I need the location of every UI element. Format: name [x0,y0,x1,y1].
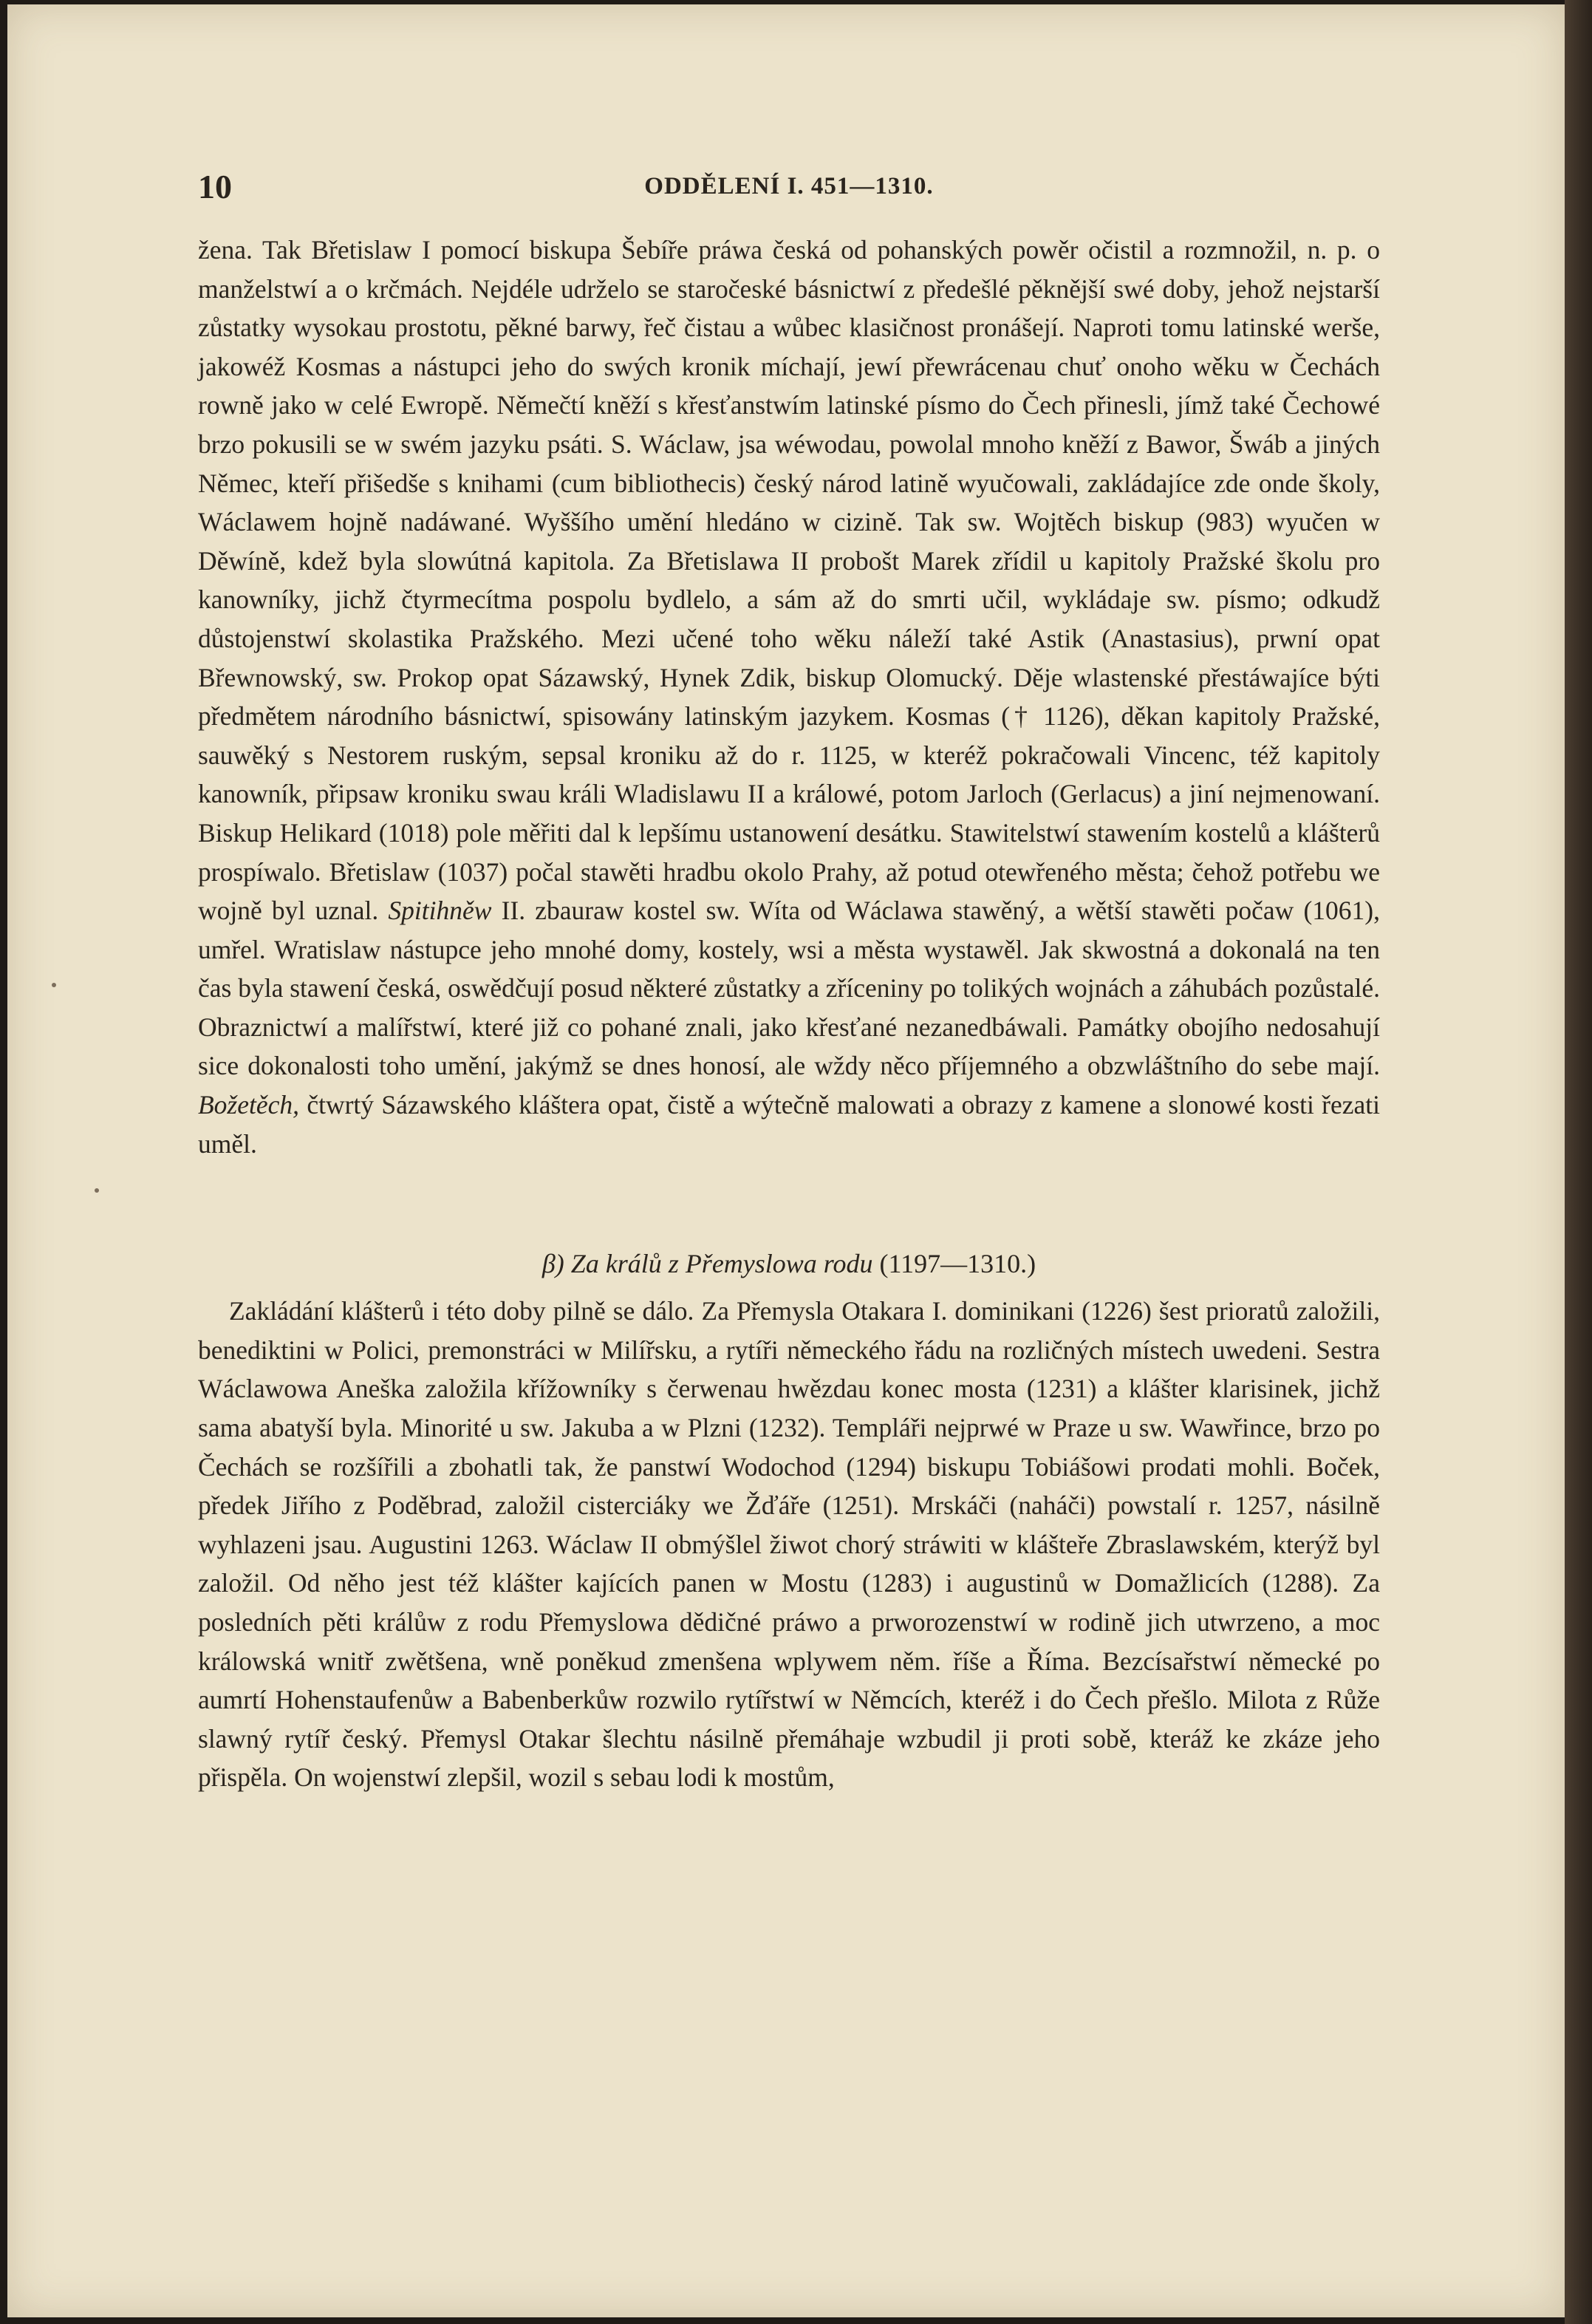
paper-speck [95,1188,99,1193]
paragraph-text: II. zbauraw kostel sw. Wíta od Wáclawa stawěný, a wětší stawěti počaw (1061), umřel. Wratislaw nástupce jeho mnohé domy, kostely, wsi a města wystawěl. Jak skwostná a dokonalá na ten čas byla stawení česká, oswědčují posud některé zůstatky a zříceniny po tolikých wojnách a záhubách pozůstalé. Obraznictwí a malířstwí, které již co pohané znali, jako křesťané nezanedbáwali. Památky obojího nedosahují sice dokonalosti toho umění, jakýmž se dnes honosí, ale wždy něco příjemného a obzwláštního do sebe mají. [198,896,1380,1081]
book-gutter [1565,0,1592,2324]
subsection-heading [198,1244,1380,1283]
paper-speck [52,983,56,987]
subsection-dates: (1197—1310.) [879,1249,1036,1279]
paragraph-text: čtwrtý Sázawského kláštera opat, čistě a wýtečně malowati a obrazy z kamene a slonowé kosti řezati uměl. [198,1090,1380,1159]
section-title: ODDĚLENÍ I. 451—1310. [644,173,934,200]
italic-name: Spitihněw [388,896,492,926]
page-number: 10 [198,168,232,205]
body-paragraph [198,231,1380,1163]
italic-name: Božetěch, [198,1090,300,1120]
page-content [198,167,1380,1797]
body-paragraph [198,1292,1380,1797]
subsection-title: β) Za králů z Přemyslowa rodu [542,1249,873,1279]
running-head [198,167,1380,211]
paragraph-text: Zakládání klášterů i této doby pilně se dálo. Za Přemysla Otakara I. dominikani (1226) šest prioratů založili, benediktini w Polici, premonstráci w Milířsku, a rytíři německého řádu na rozličných místech uwedeni. Sestra Wáclawowa Aneška založila křížowníky s čerwenau hwězdau konec mosta (1231) a klášter klarisinek, jichž sama abatyší byla. Minorité u sw. Jakuba a w Plzni (1232). Templáři nejprwé w Praze u sw. Wawřince, brzo po Čechách se rozšířili a zbohatli tak, že panstwí Wodochod (1294) biskupu Tobiášowi prodati mohli. Boček, předek Jiřího z Poděbrad, založil cisterciáky we Žďáře (1251). Mrskáči (naháči) powstalí r. 1257, násilně wyhlazeni jsau. Augustini 1263. Wáclaw II obmýšlel žiwot chorý stráwiti w klášteře Zbraslawském, kterýž byl založil. Od něho jest též klášter kajících panen w Mostu (1283) i augustinů w Domažlicích (1288). Za posledních pěti králůw z rodu Přemyslowa dědičné práwo a prworozenstwí w rodině jich utwrzeno, a moc králowská wnitř zwětšena, wně poněkud zmenšena wplywem něm. říše a Říma. Bezcísařstwí německé po aumrtí Hohenstaufenůw a Babenberkůw rozwilo rytířstwí w Němcích, kteréž i do Čech přešlo. Milota z Růže slawný rytíř český. Přemysl Otakar šlechtu násilně přemáhaje wzbudil ji proti sobě, kteráž ke zkáze jeho přispěla. On wojenstwí zlepšil, wozil s sebau lodi k mostům, [198,1296,1380,1793]
paragraph-text: žena. Tak Břetislaw I pomocí biskupa Šebíře práwa česká od pohanských powěr očistil a rozmnožil, n. p. o manželstwí a o krčmách. Nejdéle udrželo se staročeské básnictwí z předešlé pěknější swé doby, jehož nejstarší zůstatky wysokau prostotu, pěkné barwy, řeč čistau a wůbec klasičnost pronášejí. Naproti tomu latinské werše, jakowéž Kosmas a nástupci jeho do swých kronik míchají, jewí přewrácenau chuť onoho wěku w Čechách rowně jako w celé Ewropě. Němečtí kněží s křesťanstwím latinské písmo do Čech přinesli, jímž také Čechowé brzo pokusili se w swém jazyku psáti. S. Wáclaw, jsa wéwodau, powolal mnoho kněží z Bawor, Šwáb a jiných Němec, kteří přišedše s knihami (cum bibliothecis) český národ latině wyučowali, zakládajíce zde onde školy, Wáclawem hojně nadáwané. Wyššího umění hledáno w cizině. Tak sw. Wojtěch biskup (983) wyučen w Děwíně, kdež byla slowútná kapitola. Za Břetislawa II probošt Marek zřídil u kapitoly Pražské školu pro kanowníky, jichž čtyrmecítma pospolu bydlelo, a sám až do smrti učil, wykládaje sw. písmo; odkudž důstojenstwí skolastika Pražského. Mezi učené toho wěku náleží také Astik (Anastasius), prwní opat Břewnowský, sw. Prokop opat Sázawský, Hynek Zdik, biskup Olomucký. Děje wlastenské přestáwajíce býti předmětem národního básnictwí, spisowány latinským jazykem. Kosmas († 1126), děkan kapitoly Pražské, sauwěký s Nestorem ruským, sepsal kroniku až do r. 1125, w kteréž pokračowali Vincenc, též kapitoly kanowník, připsaw kroniku swau králi Wladislawu II a králowé, potom Jarloch (Gerlacus) a jiní nejmenowaní. Biskup Helikard (1018) pole měřiti dal k lepšímu ustanowení desátku. Stawitelstwí stawením kostelů a klášterů prospíwalo. Břetislaw (1037) počal stawěti hradbu okolo Prahy, až potud otewřeného města; čehož potřebu we wojně byl uznal. [198,235,1380,926]
